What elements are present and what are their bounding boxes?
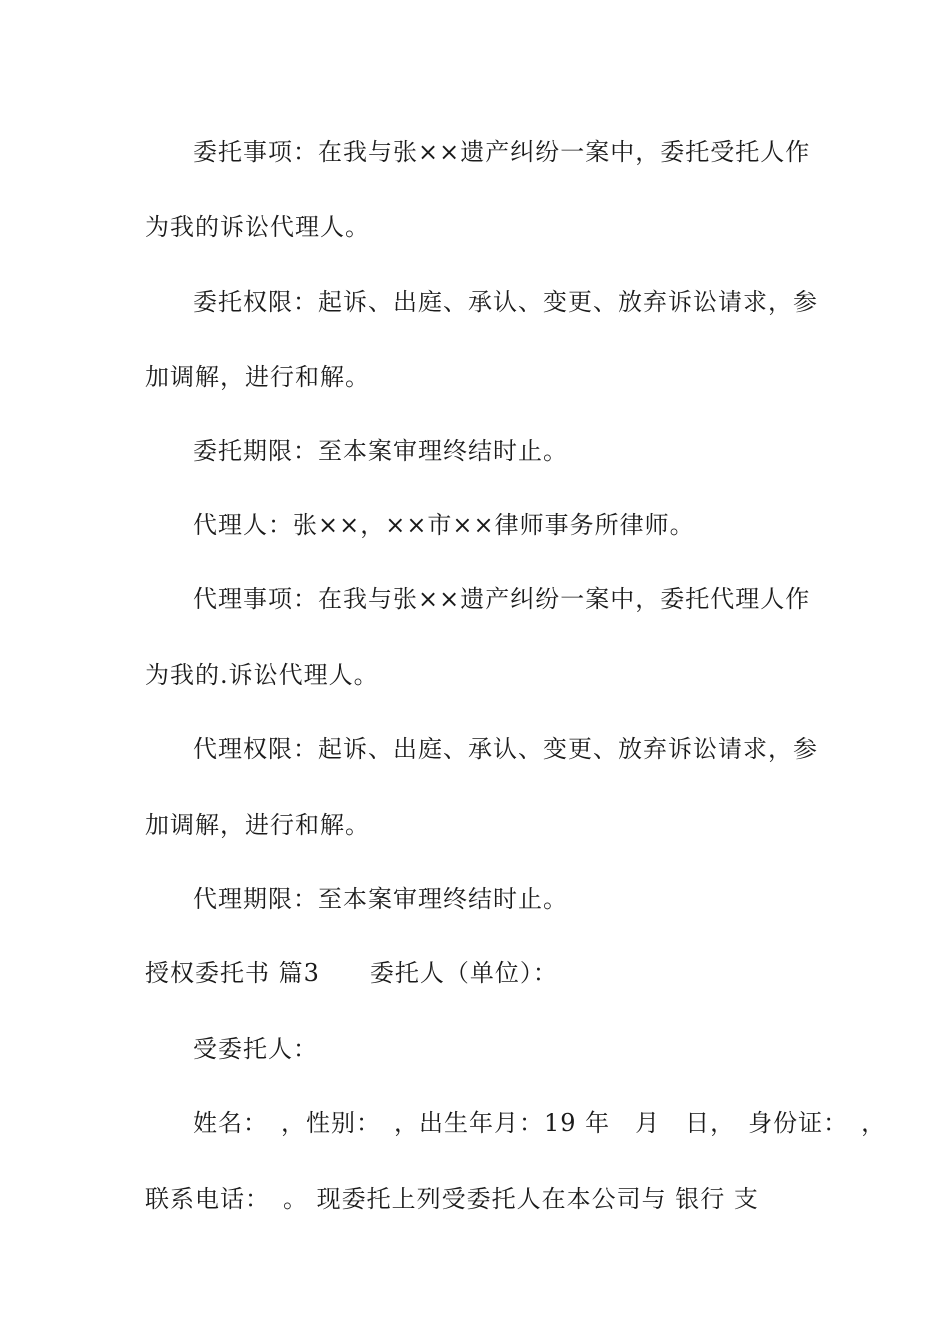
paragraph-entrust-matters: 委托事项：在我与张××遗产纠纷一案中，委托受托人作 <box>193 138 811 166</box>
paragraph-entrust-matters-cont: 为我的诉讼代理人。 <box>145 213 370 241</box>
paragraph-entrust-authority-cont: 加调解，进行和解。 <box>145 363 370 391</box>
paragraph-agent-matters-cont: 为我的.诉讼代理人。 <box>145 661 379 689</box>
paragraph-trustee-details-cont: 联系电话： 。 现委托上列受委托人在本公司与 银行 支 <box>145 1185 759 1213</box>
paragraph-trustee-details: 姓名： ，性别： ，出生年月：19 年 月 日， 身份证： ， <box>193 1109 887 1137</box>
paragraph-agent-authority-cont: 加调解，进行和解。 <box>145 811 370 839</box>
paragraph-agent-period: 代理期限：至本案审理终结时止。 <box>193 885 568 913</box>
section-heading-part3: 授权委托书 篇3 委托人（单位）： <box>145 959 558 987</box>
paragraph-agent: 代理人：张××，××市××律师事务所律师。 <box>193 511 695 539</box>
paragraph-agent-matters: 代理事项：在我与张××遗产纠纷一案中，委托代理人作 <box>193 585 811 613</box>
paragraph-entrust-period: 委托期限：至本案审理终结时止。 <box>193 437 568 465</box>
paragraph-agent-authority: 代理权限：起诉、出庭、承认、变更、放弃诉讼请求，参 <box>193 735 818 763</box>
paragraph-entrust-authority: 委托权限：起诉、出庭、承认、变更、放弃诉讼请求，参 <box>193 288 818 316</box>
paragraph-trustee: 受委托人： <box>193 1035 318 1063</box>
